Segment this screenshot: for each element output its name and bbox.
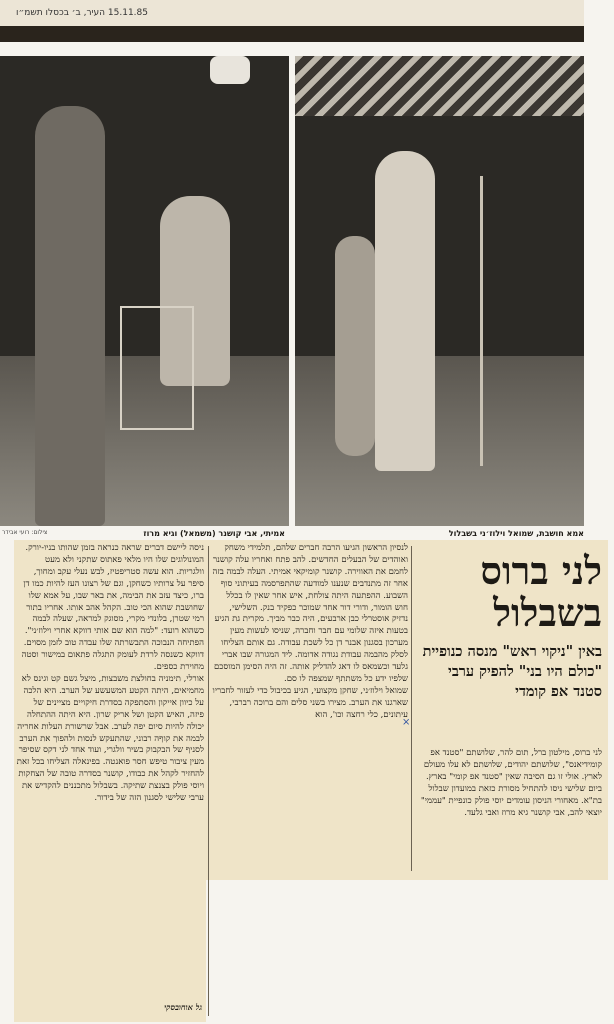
music-stand: [120, 306, 194, 430]
column-divider: [208, 546, 209, 1016]
article-column-middle: [212, 543, 411, 880]
photo-credit: צילום: רועי אבידר: [2, 529, 48, 536]
header-rule: [0, 26, 584, 42]
paragraph: אורלי, תימניה בחולצת משבצות, מיצל גשם קט וגינס לא מחמיאים, היתה הקטע המשעשע של הערב. היא הלכה על כיוון אייקון והסתפקה בסדרת חיקויים מציינים של פיזה, האיש הקטן ושל אריק שרון. היא היתה ההתחלה יכולה להיות סיום יפה לערב. אבל שרשורת העלות אחריה לבמה את קוףה רבוני, שהתעקש לנסות ולהפוך את הערב לסניף של הבקבוק בשיר וולגרי, ועוד אחד לני דקס שסיפר מעין ציבור טיפש חסר פואנטה. בפינאלה הצליחו בכל זאת להחזיר לקהל את כבודו, קושנר בסדרה טובה של הצחקות ויוסי פולק בצנצת שתיקה. בשבלול מתכננים להקדיש את ערבי שלישי לסגנון הזה של בידור.: [16, 673, 204, 804]
column-divider: [411, 546, 412, 871]
paragraph: ניסה ליישם דברים שראה כנראה בזמן שהותו בניו-יורק. המונולוגים שלו היו מלאי פאתוס שתקני ולא מעט וולגריות. הוא עשה סטריפטיז, לבש נעלי עקב ומחוך, סיפר על צרותיו כשחקן, וגם של רצונו העז להיות כמו דן ברו, כיצד עזב את הבימה, את באר שבו, על אמא שלו שחושבת שהוא הכי טוב. הקהל אהב אותו. אחריו בתור רמי שטרן, בלונדי מקרי, מסוגק למראה, שעלה לבמה כשהוא רועד: "למה הוא שם אותי דווקא אחרי וילוז׳ני". הפתיחה הנבוכה התבשרתה שלו עבדה טוב לזמן מסוים. דווקא כשנסה לרדת לעומק התגלה פתאום במישור וסטה מחוירת כספים.: [21, 543, 204, 673]
paragraph: לנסיון הראשון הגיעו הרבה חברים שלהם, תלמידי משחק ואוהדים של הבעלים החדשים. להב פתח ואחריו עלה קושנר לחמם את האווירה. קושנר קומיקאי אמיתי. העלה לבמה בזה אחר זה מתנדבים שנענו למודעה שהתפרסמה בעיתוני סוף השבוע. ההפתעה היתה צולחת, איש אחר שאין לו בכלל חוש הומור, ודורי דור אחד שמוכר כפקיד בנק. השלישי, נדזיק אוסטרלי כבן ארבעים, היה כבר מביך. מקרית גת הגיע בטעות איזה שלומי עם חבר וחברה, שניסו לעשות מעין מערכון בסגנון אבנר דן כל לשכת עבודה. גם אותם הצליחו לסלק מהבמה עבודת נגודה אדומה. ליד המגורה שבו אברי גלעד וכשמאס לו דאג להדליק אותה. זה היה הסימן המוסכם שלפיו ידע כל משתתף שמצפה לו סם.: [212, 543, 408, 684]
microphone-stand: [480, 176, 483, 466]
coat-held: [335, 236, 375, 456]
performer-standing: [375, 151, 435, 471]
article-lead-paragraph: לני ברוס, מילטון ברל, תום להר, שלושתם "סטנד אפ קומידיאנס", שלושתם יהודים, שלושתם לא עלו מעולם לארץ. אולי זו גם הסיבה שאין "סטנד אפ קומי" בארץ. ביום שלישי ניסו להתחיל מסורת כזאת במועדון שבלול בת"א. מאחורי הניסון עומדים יוסי פולק כונפיית "עממי" יוצאי להב, אבי קושנר גיא מרוז ואבי גלעד.: [420, 748, 602, 818]
photo-caption-right: אמא חושבת, שמואל וילוז׳ני בשבלול: [448, 529, 584, 538]
article-subheadline: באין "ניקוי ראש" מנסה כנופיית "כולם היו בני" להפיק ערבי סטנד אפ קומדי: [422, 643, 602, 700]
photo-left: [0, 56, 289, 526]
author-byline: גל אוחובסקי: [164, 1002, 202, 1012]
photo-caption-left: אמיתי, אבי קושנר (משמאל) וגיא מרוז: [143, 529, 285, 538]
performer-standing: [35, 106, 105, 526]
ceiling-grid: [295, 56, 584, 116]
pen-mark: ×: [402, 717, 411, 728]
header-date-line: 15.11.85 העיר, ב׳ בכסלו תשמ״ו: [16, 8, 148, 18]
photo-right: [295, 56, 584, 526]
stage-light: [210, 56, 250, 84]
article-column-left: [16, 543, 204, 1022]
newspaper-header: [0, 0, 584, 40]
article-headline: לני ברוס בשבלול: [480, 548, 602, 635]
paragraph: שמואל וילוז׳ני, שחקן מקצועי, הגיע בכיבול כדי לעזור לחבריו שארגנו את הערב. מצירו בשני סלים והם ברוכה רברבי, עיתונים, כלי רחצה וכו', הוא: [212, 685, 408, 720]
